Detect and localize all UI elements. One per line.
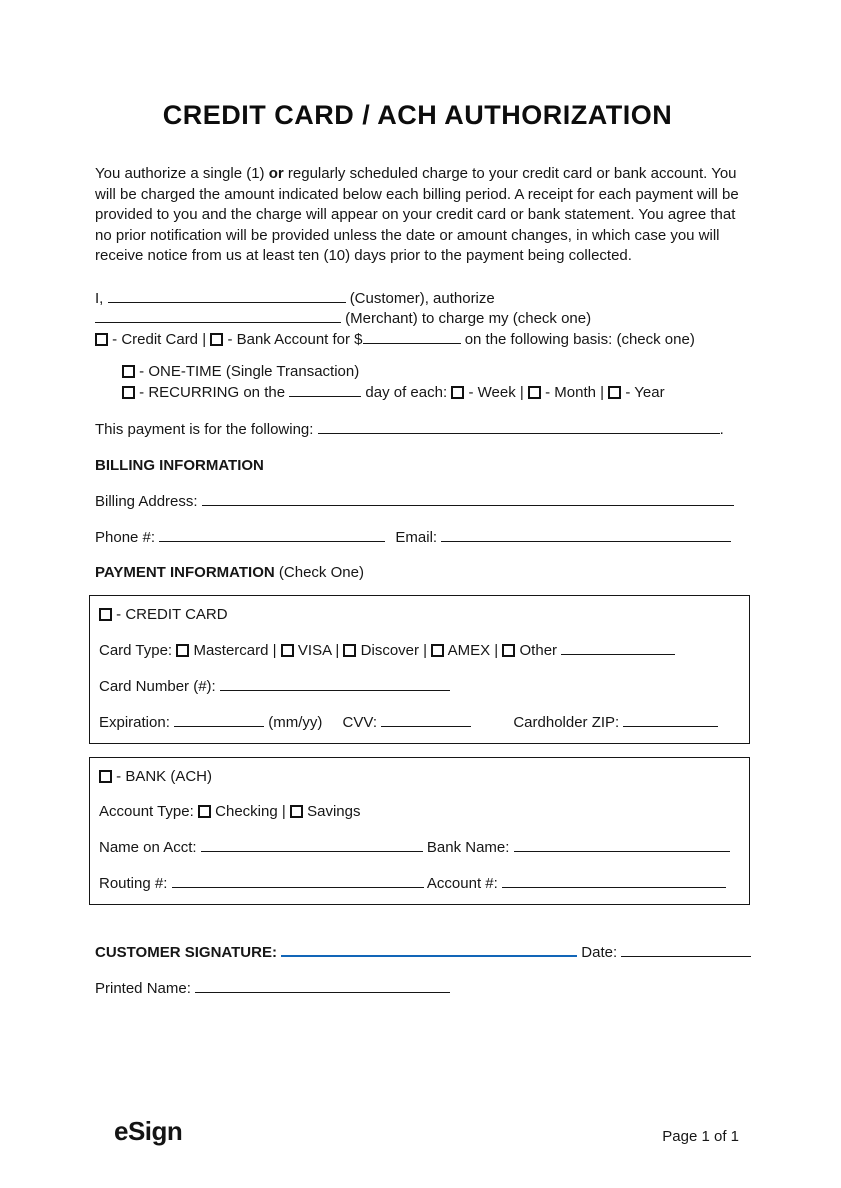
amount-field[interactable] [363,329,461,344]
card-type-line [99,640,739,660]
billing-address-line [95,491,740,511]
page-title: CREDIT CARD / ACH AUTHORIZATION [162,100,673,130]
customer-signature-label: CUSTOMER SIGNATURE: [95,944,277,961]
card-number-line [99,676,739,696]
card-number-label: Card Number (#): [99,678,216,695]
card-number-field[interactable] [220,676,450,691]
form-content [95,100,740,998]
bank-name-label: Bank Name: [426,839,510,856]
payment-purpose-label: This payment is for the following: [95,421,314,438]
year-label: - Year [625,384,665,401]
signature-line [95,941,740,962]
recurring-checkbox[interactable] [122,386,135,399]
credit-card-checkbox[interactable] [95,333,108,346]
charge-method-line [95,329,740,350]
authorization-block [95,288,740,350]
name-bank-line [99,837,739,857]
i-label: I, [95,289,104,307]
amex-label: AMEX | [447,642,499,659]
phone-email-line [95,527,740,547]
credit-card-section-title-line [99,605,739,624]
account-number-field[interactable] [502,873,726,888]
name-on-acct-label: Name on Acct: [99,839,197,856]
merchant-name-field[interactable] [95,308,341,323]
phone-field[interactable] [159,527,385,542]
week-checkbox[interactable] [451,386,464,399]
intro-text-bold-or: or [268,165,284,182]
account-number-label: Account #: [426,875,498,892]
bank-ach-section [89,757,750,905]
year-checkbox[interactable] [608,386,621,399]
intro-text-pre: You authorize a single (1) [95,165,269,182]
credit-card-section [89,595,750,744]
recurring-label: - RECURRING on the [139,384,286,401]
mastercard-checkbox[interactable] [176,644,189,657]
credit-card-section-checkbox[interactable] [99,608,112,621]
date-field[interactable] [621,942,751,957]
one-time-line [122,362,740,382]
billing-information-heading: BILLING INFORMATION [95,457,264,474]
date-label: Date: [581,944,618,961]
document-page [0,100,841,1188]
page-number: Page 1 of 1 [662,1128,739,1145]
checking-checkbox[interactable] [198,805,211,818]
payment-information-heading [95,563,740,582]
routing-number-field[interactable] [172,873,424,888]
printed-name-label: Printed Name: [95,980,191,997]
checking-label: Checking | [215,803,286,820]
savings-label: Savings [307,803,361,820]
expiration-format-label: (mm/yy) [268,714,323,731]
bank-section-title-line [99,767,739,786]
routing-account-line [99,873,739,893]
cardholder-zip-field[interactable] [623,712,718,727]
intro-paragraph [95,164,740,267]
customer-line [95,288,740,309]
bank-name-field[interactable] [514,837,730,852]
credit-card-section-title: - CREDIT CARD [116,606,228,623]
cvv-label: CVV: [342,714,377,731]
billing-address-label: Billing Address: [95,493,198,510]
cvv-field[interactable] [381,712,471,727]
merchant-suffix-label: (Merchant) to charge my (check one) [345,310,592,327]
esign-logo: eSign [114,1116,183,1146]
bank-section-checkbox[interactable] [99,770,112,783]
card-type-label: Card Type: [99,642,173,659]
payment-information-heading-note: (Check One) [278,564,364,581]
one-time-label: - ONE-TIME (Single Transaction) [139,363,360,380]
mastercard-label: Mastercard | [193,642,277,659]
other-card-checkbox[interactable] [502,644,515,657]
basis-suffix-label: on the following basis: (check one) [464,330,695,348]
other-card-type-field[interactable] [561,640,675,655]
visa-checkbox[interactable] [281,644,294,657]
intro-text-post: regularly scheduled charge to your credit card or bank account. You will be charged the amount indicated below each billing period. A receipt for each payment will be provided to you and the charge will appear on your credit card or bank statement. You agree that no prior notification will be provided unless the date or amount changes, in which case you will receive notice from us at least ten (10) days prior to the payment being collected. [95,165,739,264]
printed-name-field[interactable] [195,978,450,993]
phone-label: Phone #: [95,529,156,546]
month-checkbox[interactable] [528,386,541,399]
other-card-label: Other [519,642,558,659]
payment-information-heading-bold: PAYMENT INFORMATION [95,564,275,581]
bank-account-checkbox[interactable] [210,333,223,346]
discover-checkbox[interactable] [343,644,356,657]
expiration-label: Expiration: [99,714,170,731]
expiration-field[interactable] [174,712,264,727]
recurring-line [122,382,740,403]
printed-name-line [95,978,740,998]
visa-label: VISA | [297,642,340,659]
email-label: Email: [395,529,438,546]
cardholder-zip-label: Cardholder ZIP: [513,714,620,731]
payment-purpose-line [95,419,740,439]
account-type-line [99,802,739,821]
customer-name-field[interactable] [108,288,346,303]
routing-label: Routing #: [99,875,168,892]
name-on-acct-field[interactable] [201,837,423,852]
bank-account-option-label: - Bank Account for $ [227,330,363,348]
frequency-block [95,362,740,403]
discover-label: Discover | [360,642,428,659]
merchant-line [95,308,740,329]
purpose-period: . [719,421,724,438]
expiration-line [99,712,739,732]
month-label: - Month | [545,384,605,401]
credit-card-option-label: - Credit Card | [112,330,207,348]
one-time-checkbox[interactable] [122,365,135,378]
amex-checkbox[interactable] [431,644,444,657]
recurring-day-field[interactable] [289,382,361,397]
signature-field[interactable] [281,941,577,957]
payment-purpose-field[interactable] [318,419,720,434]
customer-suffix-label: (Customer), authorize [349,289,495,307]
billing-address-field[interactable] [202,491,734,506]
recurring-mid-label: day of each: [365,384,448,401]
account-type-label: Account Type: [99,803,194,820]
email-field[interactable] [441,527,731,542]
week-label: - Week | [468,384,524,401]
savings-checkbox[interactable] [290,805,303,818]
bank-section-title: - BANK (ACH) [116,768,213,785]
